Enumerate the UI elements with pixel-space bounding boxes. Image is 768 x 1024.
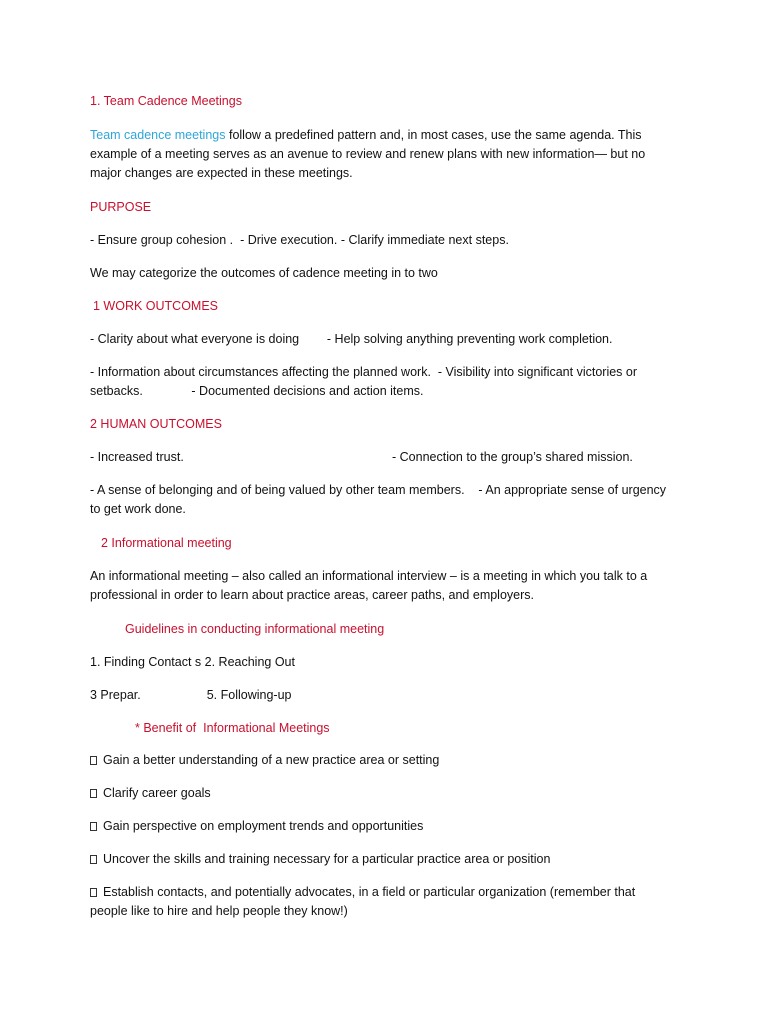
human-outcomes-line-1b: - Connection to the group’s shared mission.	[392, 450, 633, 464]
team-cadence-meetings-link[interactable]: Team cadence meetings	[90, 128, 226, 142]
benefit-item	[90, 883, 635, 902]
bullet-box-icon	[90, 888, 97, 897]
section-2-intro-line-2: professional in order to learn about practice areas, career paths, and employers.	[90, 588, 534, 602]
work-outcomes-heading: 1 WORK OUTCOMES	[93, 299, 219, 313]
bullet-box-icon	[90, 756, 97, 765]
section-1-intro-line-3: major changes are expected in these meetings.	[90, 166, 353, 180]
human-outcomes-line-1a: - Increased trust.	[90, 450, 184, 464]
benefit-text: Gain a better understanding of a new practice area or setting	[103, 753, 440, 767]
human-outcomes-line-3: to get work done.	[90, 502, 186, 516]
work-outcomes-line-1: - Clarity about what everyone is doing - Help solving anything preventing work completion.	[90, 332, 613, 346]
benefit-text: Gain perspective on employment trends and opportunities	[103, 819, 424, 833]
guidelines-heading: Guidelines in conducting informational meeting	[125, 622, 385, 636]
section-1-intro-line-2: example of a meeting serves as an avenue to review and renew plans with new information— but no	[90, 147, 646, 161]
work-outcomes-line-2: - Information about circumstances affecting the planned work. - Visibility into significant victories or	[90, 365, 638, 379]
human-outcomes-line-2: - A sense of belonging and of being valued by other team members. - An appropriate sense of urgency	[90, 483, 667, 497]
purpose-heading: PURPOSE	[90, 200, 152, 214]
benefit-item	[90, 850, 550, 869]
benefit-item	[90, 751, 439, 770]
benefit-heading: * Benefit of Informational Meetings	[135, 721, 330, 735]
bullet-box-icon	[90, 855, 97, 864]
benefit-text: Clarify career goals	[103, 786, 211, 800]
categorize-text: We may categorize the outcomes of cadence meeting in to two	[90, 266, 438, 280]
human-outcomes-heading: 2 HUMAN OUTCOMES	[90, 417, 222, 431]
section-2-heading: 2 Informational meeting	[101, 536, 232, 550]
section-1-heading: 1. Team Cadence Meetings	[90, 94, 242, 108]
steps-line-1: 1. Finding Contact s 2. Reaching Out	[90, 655, 295, 669]
benefit-item	[90, 784, 211, 803]
benefit-item-continuation: people like to hire and help people they know!)	[90, 904, 348, 918]
purpose-text: - Ensure group cohesion . - Drive execution. - Clarify immediate next steps.	[90, 233, 509, 247]
bullet-box-icon	[90, 789, 97, 798]
benefit-item	[90, 817, 423, 836]
benefit-text: Establish contacts, and potentially advocates, in a field or particular organization (remember that	[103, 885, 636, 899]
section-2-intro-line-1: An informational meeting – also called an informational interview – is a meeting in which you talk to a	[90, 569, 648, 583]
intro-text: follow a predefined pattern and, in most cases, use the same agenda. This	[225, 128, 642, 142]
section-1-intro-line-1	[90, 126, 642, 145]
benefit-text: Uncover the skills and training necessary for a particular practice area or position	[103, 852, 551, 866]
steps-line-2: 3 Prepar. 5. Following-up	[90, 688, 292, 702]
bullet-box-icon	[90, 822, 97, 831]
work-outcomes-line-3: setbacks. - Documented decisions and action items.	[90, 384, 424, 398]
